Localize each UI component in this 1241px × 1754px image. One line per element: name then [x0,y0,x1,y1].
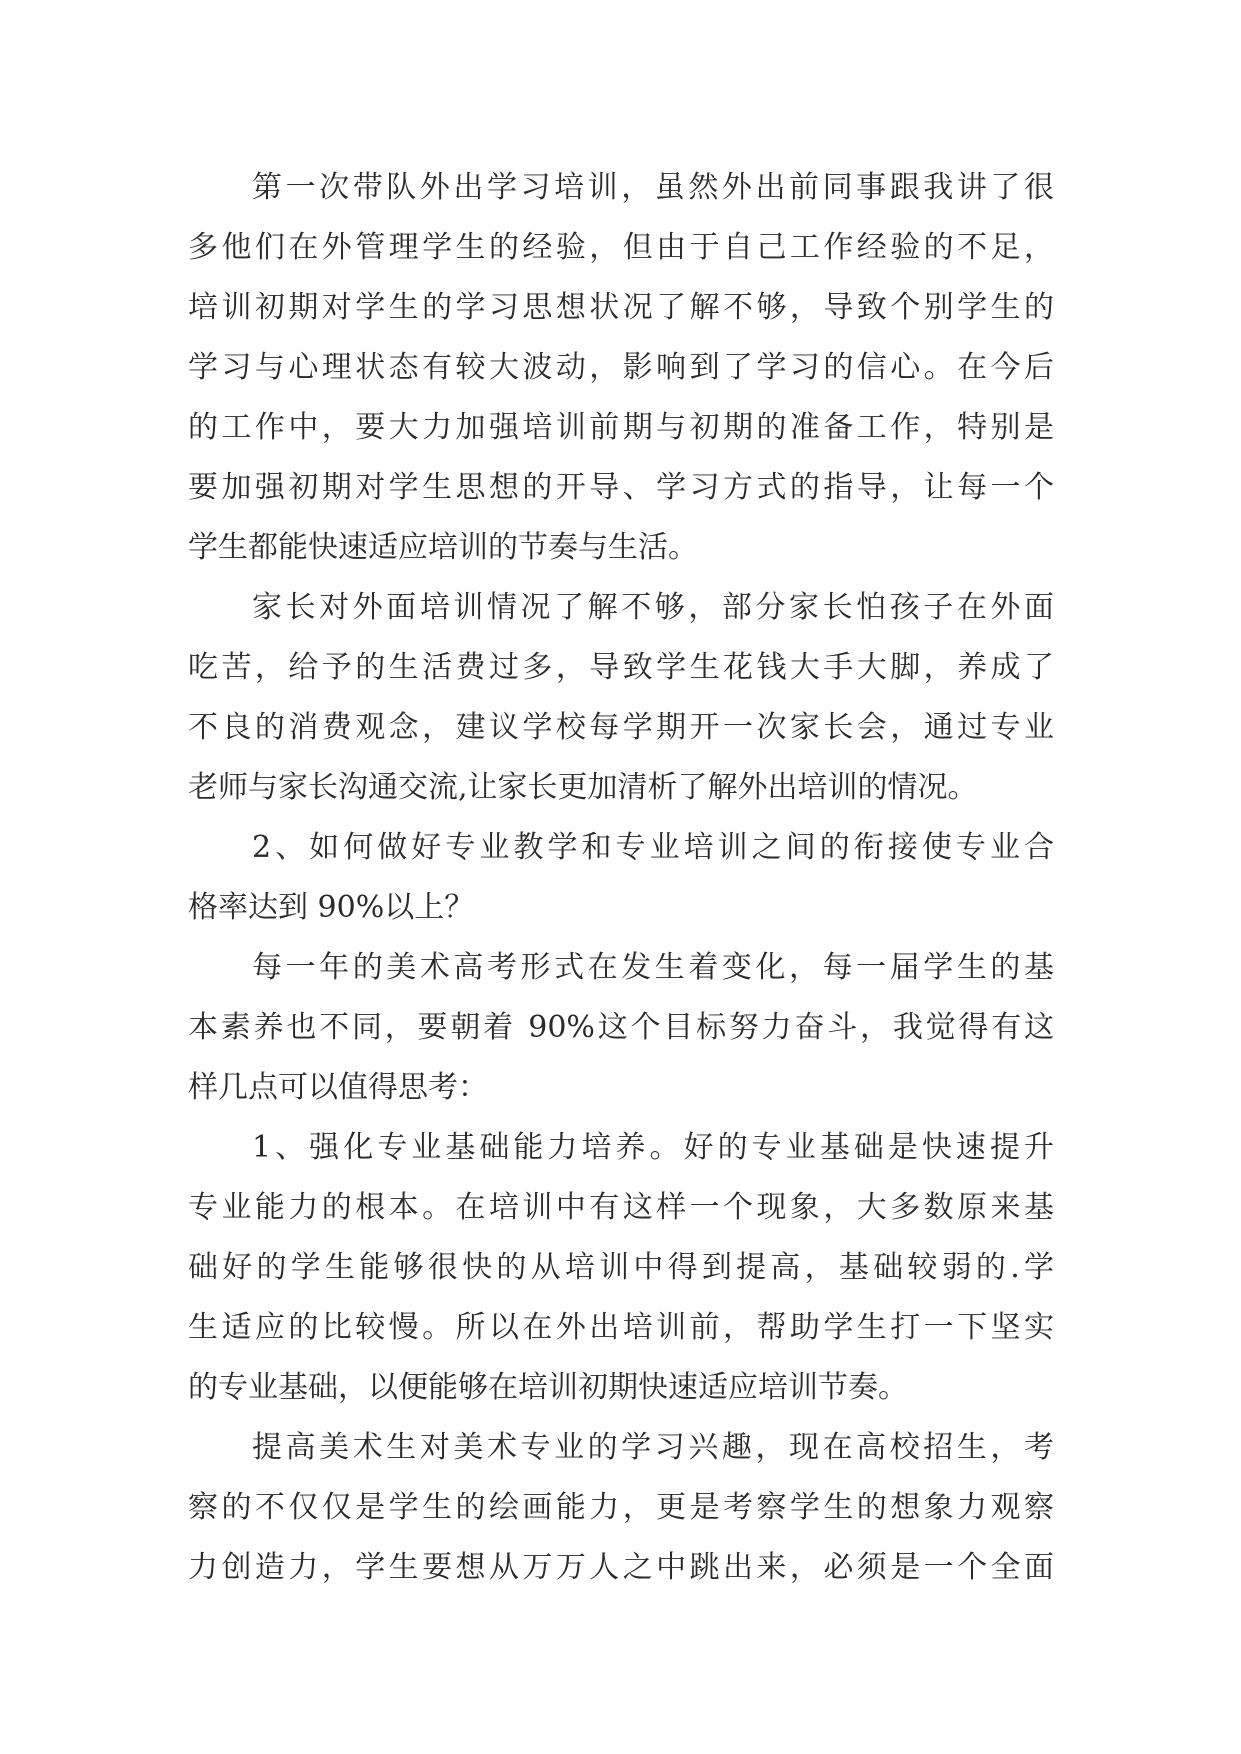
text-line: 的工作中，要大力加强培训前期与初期的准备工作，特别是 [188,410,1054,445]
text-line: 多他们在外管理学生的经验，但由于自己工作经验的不足， [188,230,1054,265]
paragraph-6 [188,1418,1054,1598]
text-line: 吃苦，给予的生活费过多，导致学生花钱大手大脚，养成了 [188,650,1054,685]
text-line: 2、如何做好专业教学和专业培训之间的衔接使专业合 [252,830,1054,865]
text-line: 提高美术生对美术专业的学习兴趣，现在高校招生，考 [252,1430,1054,1465]
text-line: 学习与心理状态有较大波动，影响到了学习的信心。在今后 [188,350,1054,385]
text-line: 家长对外面培训情况了解不够，部分家长怕孩子在外面 [252,590,1054,625]
text-line: 培训初期对学生的学习思想状况了解不够，导致个别学生的 [188,290,1054,325]
text-line: 学生都能快速适应培训的节奏与生活。 [188,530,698,565]
text-line: 生适应的比较慢。所以在外出培训前，帮助学生打一下坚实 [188,1310,1054,1345]
text-line: 察的不仅仅是学生的绘画能力，更是考察学生的想象力观察 [188,1490,1054,1525]
text-line: 本素养也不同，要朝着 90%这个目标努力奋斗，我觉得有这 [188,1010,1054,1045]
text-line: 力创造力，学生要想从万万人之中跳出来，必须是一个全面 [188,1550,1054,1585]
text-line: 不良的消费观念，建议学校每学期开一次家长会，通过专业 [188,710,1054,745]
text-line: 专业能力的根本。在培训中有这样一个现象，大多数原来基 [188,1190,1054,1225]
paragraph-2 [188,578,1054,818]
text-line: 老师与家长沟通交流,让家长更加清析了解外出培训的情况。 [188,770,978,805]
text-line: 格率达到 90%以上？ [188,890,475,925]
paragraph-4 [188,938,1054,1118]
body-text [188,158,1054,1598]
text-line: 每一年的美术高考形式在发生着变化，每一届学生的基 [252,950,1054,985]
text-line: 第一次带队外出学习培训，虽然外出前同事跟我讲了很 [252,170,1054,205]
text-line: 础好的学生能够很快的从培训中得到提高，基础较弱的.学 [188,1250,1054,1285]
text-line: 要加强初期对学生思想的开导、学习方式的指导，让每一个 [188,470,1054,505]
paragraph-1 [188,158,1054,578]
paragraph-3 [188,818,1054,938]
paragraph-5 [188,1118,1054,1418]
text-line: 的专业基础，以便能够在培训初期快速适应培训节奏。 [188,1370,908,1405]
text-line: 1、强化专业基础能力培养。好的专业基础是快速提升 [252,1130,1054,1165]
text-line: 样几点可以值得思考： [188,1070,488,1105]
